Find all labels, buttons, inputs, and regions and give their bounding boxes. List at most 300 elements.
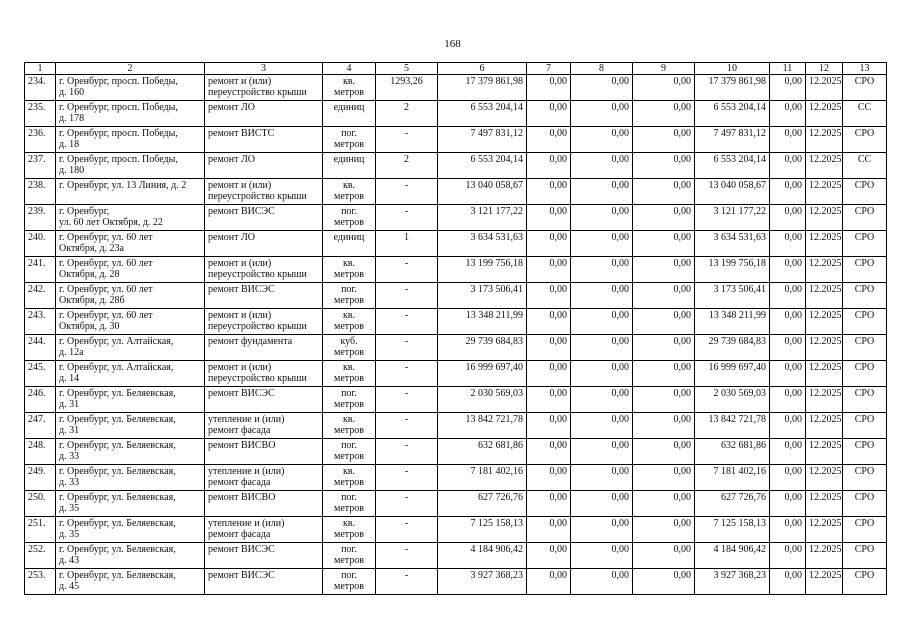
table-row (25, 569, 887, 595)
cost-cell-10: 29 739 684,83 (695, 335, 770, 361)
cost-cell-11: 0,00 (770, 361, 806, 387)
cost-cell-10: 7 181 402,16 (695, 465, 770, 491)
work-type-cell (205, 517, 323, 543)
unit-cell-line: кв. (342, 258, 356, 269)
deadline-cell: 12.2025 (806, 361, 843, 387)
deadline-cell: 12.2025 (806, 101, 843, 127)
cost-cell-9: 0,00 (633, 101, 695, 127)
cost-cell-11: 0,00 (770, 257, 806, 283)
total-cost-cell: 2 030 569,03 (438, 387, 527, 413)
address-cell-line: д. 31 (59, 425, 80, 436)
deadline-cell: 12.2025 (806, 257, 843, 283)
table-row (25, 491, 887, 517)
cost-cell-10: 7 125 158,13 (695, 517, 770, 543)
address-cell (56, 465, 205, 491)
cost-cell-9: 0,00 (633, 543, 695, 569)
cost-cell-8: 0,00 (571, 465, 633, 491)
method-cell: СРО (843, 543, 887, 569)
cost-cell-9: 0,00 (633, 439, 695, 465)
work-type-cell-line: утепление и (или) (208, 466, 285, 477)
work-type-cell-line: ремонт ВИСЭС (208, 206, 275, 217)
cost-cell-9: 0,00 (633, 179, 695, 205)
address-cell (56, 153, 205, 179)
cost-cell-11: 0,00 (770, 387, 806, 413)
column-header-7: 7 (527, 63, 571, 75)
unit-cell (323, 205, 376, 231)
register-table (24, 62, 887, 595)
cost-cell-11: 0,00 (770, 75, 806, 101)
cost-cell-9: 0,00 (633, 75, 695, 101)
cost-cell-9: 0,00 (633, 257, 695, 283)
cost-cell-10: 13 348 211,99 (695, 309, 770, 335)
unit-cell (323, 361, 376, 387)
row-number: 237. (25, 153, 56, 179)
address-cell (56, 231, 205, 257)
cost-cell-8: 0,00 (571, 283, 633, 309)
unit-cell (323, 491, 376, 517)
unit-cell-line: пог. (341, 284, 357, 295)
address-cell (56, 413, 205, 439)
address-cell (56, 361, 205, 387)
row-number: 251. (25, 517, 56, 543)
unit-cell (323, 387, 376, 413)
cost-cell-9: 0,00 (633, 153, 695, 179)
work-type-cell (205, 75, 323, 101)
cost-cell-9: 0,00 (633, 387, 695, 413)
column-header-8: 8 (571, 63, 633, 75)
method-cell: СРО (843, 231, 887, 257)
table-row (25, 205, 887, 231)
work-type-cell (205, 153, 323, 179)
unit-cell-line: метров (334, 87, 364, 98)
unit-cell-line: пог. (341, 570, 357, 581)
cost-cell-11: 0,00 (770, 517, 806, 543)
address-cell-line: г. Оренбург, ул. Беляевская, (59, 570, 176, 581)
total-cost-cell: 13 040 058,67 (438, 179, 527, 205)
deadline-cell: 12.2025 (806, 153, 843, 179)
cost-cell-11: 0,00 (770, 543, 806, 569)
unit-cell-line: куб. (340, 336, 358, 347)
work-type-cell-line: ремонт ВИСВО (208, 492, 276, 503)
cost-cell-8: 0,00 (571, 361, 633, 387)
cost-cell-8: 0,00 (571, 205, 633, 231)
table-row (25, 439, 887, 465)
unit-cell (323, 413, 376, 439)
quantity-cell: - (376, 361, 438, 387)
work-type-cell-line: ремонт и (или) (208, 258, 272, 269)
cost-cell-8: 0,00 (571, 127, 633, 153)
cost-cell-10: 4 184 906,42 (695, 543, 770, 569)
work-type-cell-line: ремонт ВИСЭС (208, 388, 275, 399)
deadline-cell: 12.2025 (806, 283, 843, 309)
address-cell-line: Октября, д. 28б (59, 295, 125, 306)
table-row (25, 283, 887, 309)
cost-cell-7: 0,00 (527, 153, 571, 179)
unit-cell-line: метров (334, 477, 364, 488)
work-type-cell-line: ремонт ВИСЭС (208, 284, 275, 295)
unit-cell-line: пог. (341, 492, 357, 503)
method-cell: СРО (843, 439, 887, 465)
unit-cell-line: кв. (342, 518, 356, 529)
total-cost-cell: 7 125 158,13 (438, 517, 527, 543)
cost-cell-10: 17 379 861,98 (695, 75, 770, 101)
unit-cell-line: пог. (341, 544, 357, 555)
total-cost-cell: 3 634 531,63 (438, 231, 527, 257)
work-type-cell (205, 569, 323, 595)
method-cell: СРО (843, 283, 887, 309)
column-header-2: 2 (56, 63, 205, 75)
quantity-cell: - (376, 569, 438, 595)
unit-cell (323, 283, 376, 309)
address-cell-line: г. Оренбург, ул. Беляевская, (59, 544, 176, 555)
method-cell: СРО (843, 465, 887, 491)
address-cell (56, 491, 205, 517)
total-cost-cell: 627 726,76 (438, 491, 527, 517)
cost-cell-10: 2 030 569,03 (695, 387, 770, 413)
method-cell: СРО (843, 179, 887, 205)
table-row (25, 413, 887, 439)
cost-cell-8: 0,00 (571, 413, 633, 439)
cost-cell-7: 0,00 (527, 543, 571, 569)
total-cost-cell: 3 927 368,23 (438, 569, 527, 595)
cost-cell-9: 0,00 (633, 309, 695, 335)
address-cell-line: д. 180 (59, 165, 85, 176)
total-cost-cell: 4 184 906,42 (438, 543, 527, 569)
deadline-cell: 12.2025 (806, 517, 843, 543)
cost-cell-10: 3 121 177,22 (695, 205, 770, 231)
unit-cell-line: метров (334, 269, 364, 280)
address-cell (56, 543, 205, 569)
table-row (25, 465, 887, 491)
address-cell-line: д. 35 (59, 529, 80, 540)
quantity-cell: - (376, 465, 438, 491)
cost-cell-8: 0,00 (571, 543, 633, 569)
work-type-cell-line: ремонт ВИСТС (208, 128, 275, 139)
row-number: 247. (25, 413, 56, 439)
row-number: 240. (25, 231, 56, 257)
quantity-cell: 1 (376, 231, 438, 257)
cost-cell-10: 6 553 204,14 (695, 153, 770, 179)
address-cell-line: г. Оренбург, ул. 60 лет (59, 284, 153, 295)
address-cell-line: г. Оренбург, ул. 13 Линия, д. 2 (59, 180, 187, 191)
column-header-4: 4 (323, 63, 376, 75)
cost-cell-9: 0,00 (633, 517, 695, 543)
cost-cell-11: 0,00 (770, 127, 806, 153)
cost-cell-7: 0,00 (527, 387, 571, 413)
method-cell: СРО (843, 205, 887, 231)
work-type-cell (205, 413, 323, 439)
work-type-cell-line: ремонт ВИСЭС (208, 544, 275, 555)
column-number-row (25, 63, 887, 75)
table-row (25, 101, 887, 127)
method-cell: СРО (843, 569, 887, 595)
cost-cell-10: 3 634 531,63 (695, 231, 770, 257)
address-cell-line: г. Оренбург, ул. Беляевская, (59, 518, 176, 529)
address-cell-line: д. 31 (59, 399, 80, 410)
unit-cell-line: метров (334, 451, 364, 462)
cost-cell-9: 0,00 (633, 231, 695, 257)
work-type-cell-line: ремонт ВИСЭС (208, 570, 275, 581)
work-type-cell-line: ремонт фасада (208, 425, 271, 436)
unit-cell (323, 335, 376, 361)
address-cell-line: Октября, д. 28 (59, 269, 120, 280)
address-cell (56, 101, 205, 127)
method-cell: СРО (843, 387, 887, 413)
cost-cell-8: 0,00 (571, 517, 633, 543)
total-cost-cell: 29 739 684,83 (438, 335, 527, 361)
deadline-cell: 12.2025 (806, 387, 843, 413)
column-header-12: 12 (806, 63, 843, 75)
cost-cell-11: 0,00 (770, 569, 806, 595)
row-number: 248. (25, 439, 56, 465)
address-cell-line: Октября, д. 23а (59, 243, 124, 254)
unit-cell-line: единиц (333, 102, 365, 113)
cost-cell-8: 0,00 (571, 439, 633, 465)
work-type-cell-line: ремонт и (или) (208, 76, 272, 87)
cost-cell-9: 0,00 (633, 335, 695, 361)
table-row (25, 543, 887, 569)
table-row (25, 309, 887, 335)
cost-cell-7: 0,00 (527, 75, 571, 101)
address-cell-line: д. 33 (59, 451, 80, 462)
cost-cell-9: 0,00 (633, 569, 695, 595)
address-cell-line: г. Оренбург, ул. Беляевская, (59, 492, 176, 503)
work-type-cell (205, 387, 323, 413)
unit-cell (323, 179, 376, 205)
table-row (25, 361, 887, 387)
unit-cell-line: метров (334, 191, 364, 202)
table-body (25, 75, 887, 595)
address-cell (56, 127, 205, 153)
row-number: 249. (25, 465, 56, 491)
unit-cell-line: кв. (342, 466, 356, 477)
work-type-cell (205, 231, 323, 257)
cost-cell-8: 0,00 (571, 257, 633, 283)
cost-cell-11: 0,00 (770, 101, 806, 127)
cost-cell-11: 0,00 (770, 231, 806, 257)
total-cost-cell: 6 553 204,14 (438, 101, 527, 127)
cost-cell-7: 0,00 (527, 439, 571, 465)
work-type-cell-line: утепление и (или) (208, 414, 285, 425)
column-header-13: 13 (843, 63, 887, 75)
cost-cell-9: 0,00 (633, 361, 695, 387)
cost-cell-9: 0,00 (633, 205, 695, 231)
cost-cell-9: 0,00 (633, 127, 695, 153)
unit-cell (323, 257, 376, 283)
unit-cell (323, 517, 376, 543)
address-cell-line: г. Оренбург, ул. Беляевская, (59, 414, 176, 425)
cost-cell-8: 0,00 (571, 491, 633, 517)
cost-cell-7: 0,00 (527, 309, 571, 335)
cost-cell-7: 0,00 (527, 205, 571, 231)
quantity-cell: - (376, 127, 438, 153)
cost-cell-8: 0,00 (571, 179, 633, 205)
deadline-cell: 12.2025 (806, 491, 843, 517)
row-number: 252. (25, 543, 56, 569)
unit-cell (323, 101, 376, 127)
cost-cell-11: 0,00 (770, 153, 806, 179)
cost-cell-7: 0,00 (527, 465, 571, 491)
quantity-cell: - (376, 439, 438, 465)
method-cell: СРО (843, 517, 887, 543)
work-type-cell (205, 101, 323, 127)
quantity-cell: - (376, 283, 438, 309)
unit-cell-line: единиц (333, 154, 365, 165)
cost-cell-11: 0,00 (770, 335, 806, 361)
cost-cell-9: 0,00 (633, 283, 695, 309)
table-row (25, 179, 887, 205)
cost-cell-8: 0,00 (571, 309, 633, 335)
cost-cell-10: 16 999 697,40 (695, 361, 770, 387)
deadline-cell: 12.2025 (806, 205, 843, 231)
work-type-cell (205, 439, 323, 465)
method-cell: СРО (843, 309, 887, 335)
method-cell: СРО (843, 361, 887, 387)
address-cell-line: г. Оренбург, ул. 60 лет (59, 258, 153, 269)
method-cell: СРО (843, 75, 887, 101)
deadline-cell: 12.2025 (806, 413, 843, 439)
total-cost-cell: 13 842 721,78 (438, 413, 527, 439)
cost-cell-10: 7 497 831,12 (695, 127, 770, 153)
cost-cell-8: 0,00 (571, 101, 633, 127)
work-type-cell-line: ремонт ЛО (208, 154, 255, 165)
cost-cell-11: 0,00 (770, 439, 806, 465)
method-cell: СРО (843, 491, 887, 517)
address-cell (56, 205, 205, 231)
address-cell-line: г. Оренбург, просп. Победы, (59, 128, 178, 139)
unit-cell (323, 309, 376, 335)
work-type-cell (205, 335, 323, 361)
work-type-cell-line: переустройство крыши (208, 321, 307, 332)
work-type-cell-line: ремонт и (или) (208, 362, 272, 373)
cost-cell-10: 3 927 368,23 (695, 569, 770, 595)
quantity-cell: - (376, 179, 438, 205)
cost-cell-7: 0,00 (527, 491, 571, 517)
address-cell-line: г. Оренбург, ул. Алтайская, (59, 362, 174, 373)
work-type-cell (205, 283, 323, 309)
work-type-cell-line: ремонт фасада (208, 529, 271, 540)
cost-cell-11: 0,00 (770, 413, 806, 439)
unit-cell-line: метров (334, 295, 364, 306)
unit-cell-line: кв. (342, 414, 356, 425)
column-header-11: 11 (770, 63, 806, 75)
deadline-cell: 12.2025 (806, 569, 843, 595)
address-cell-line: г. Оренбург, просп. Победы, (59, 154, 178, 165)
unit-cell (323, 127, 376, 153)
work-type-cell (205, 465, 323, 491)
quantity-cell: - (376, 387, 438, 413)
unit-cell (323, 569, 376, 595)
unit-cell-line: кв. (342, 180, 356, 191)
unit-cell-line: пог. (341, 128, 357, 139)
address-cell-line: д. 12а (59, 347, 84, 358)
work-type-cell (205, 491, 323, 517)
work-type-cell-line: ремонт фундамента (208, 336, 293, 347)
cost-cell-8: 0,00 (571, 387, 633, 413)
address-cell (56, 75, 205, 101)
cost-cell-9: 0,00 (633, 491, 695, 517)
address-cell-line: г. Оренбург, ул. Беляевская, (59, 388, 176, 399)
address-cell-line: д. 45 (59, 581, 80, 592)
unit-cell (323, 75, 376, 101)
page-number: 168 (444, 38, 461, 50)
cost-cell-8: 0,00 (571, 335, 633, 361)
work-type-cell (205, 257, 323, 283)
row-number: 243. (25, 309, 56, 335)
work-type-cell-line: ремонт ЛО (208, 102, 255, 113)
address-cell-line: г. Оренбург, ул. 60 лет (59, 232, 153, 243)
total-cost-cell: 3 173 506,41 (438, 283, 527, 309)
quantity-cell: - (376, 309, 438, 335)
unit-cell (323, 153, 376, 179)
method-cell: СРО (843, 335, 887, 361)
total-cost-cell: 13 348 211,99 (438, 309, 527, 335)
address-cell-line: д. 43 (59, 555, 80, 566)
work-type-cell-line: переустройство крыши (208, 269, 307, 280)
address-cell (56, 257, 205, 283)
column-header-5: 5 (376, 63, 438, 75)
cost-cell-10: 13 040 058,67 (695, 179, 770, 205)
unit-cell-line: метров (334, 347, 364, 358)
quantity-cell: - (376, 335, 438, 361)
work-type-cell (205, 361, 323, 387)
table-row (25, 335, 887, 361)
cost-cell-11: 0,00 (770, 205, 806, 231)
quantity-cell: - (376, 543, 438, 569)
cost-cell-7: 0,00 (527, 179, 571, 205)
cost-cell-7: 0,00 (527, 517, 571, 543)
cost-cell-10: 627 726,76 (695, 491, 770, 517)
address-cell-line: д. 35 (59, 503, 80, 514)
quantity-cell: - (376, 413, 438, 439)
address-cell (56, 517, 205, 543)
address-cell-line: ул. 60 лет Октября, д. 22 (59, 217, 163, 228)
cost-cell-11: 0,00 (770, 491, 806, 517)
deadline-cell: 12.2025 (806, 309, 843, 335)
row-number: 241. (25, 257, 56, 283)
method-cell: СРО (843, 413, 887, 439)
address-cell (56, 283, 205, 309)
cost-cell-11: 0,00 (770, 465, 806, 491)
work-type-cell-line: переустройство крыши (208, 373, 307, 384)
column-header-10: 10 (695, 63, 770, 75)
cost-cell-9: 0,00 (633, 413, 695, 439)
cost-cell-7: 0,00 (527, 335, 571, 361)
deadline-cell: 12.2025 (806, 439, 843, 465)
cost-cell-7: 0,00 (527, 127, 571, 153)
cost-cell-8: 0,00 (571, 231, 633, 257)
table-row (25, 153, 887, 179)
cost-cell-7: 0,00 (527, 569, 571, 595)
work-type-cell-line: ремонт ВИСВО (208, 440, 276, 451)
table-row (25, 127, 887, 153)
quantity-cell: - (376, 491, 438, 517)
address-cell (56, 179, 205, 205)
column-header-1: 1 (25, 63, 56, 75)
unit-cell-line: метров (334, 555, 364, 566)
unit-cell (323, 465, 376, 491)
work-type-cell-line: переустройство крыши (208, 191, 307, 202)
unit-cell-line: пог. (341, 388, 357, 399)
total-cost-cell: 13 199 756,18 (438, 257, 527, 283)
unit-cell-line: метров (334, 503, 364, 514)
total-cost-cell: 7 181 402,16 (438, 465, 527, 491)
unit-cell-line: кв. (342, 310, 356, 321)
address-cell-line: г. Оренбург, ул. Алтайская, (59, 336, 174, 347)
address-cell-line: д. 18 (59, 139, 80, 150)
cost-cell-10: 13 199 756,18 (695, 257, 770, 283)
address-cell-line: г. Оренбург, просп. Победы, (59, 76, 178, 87)
